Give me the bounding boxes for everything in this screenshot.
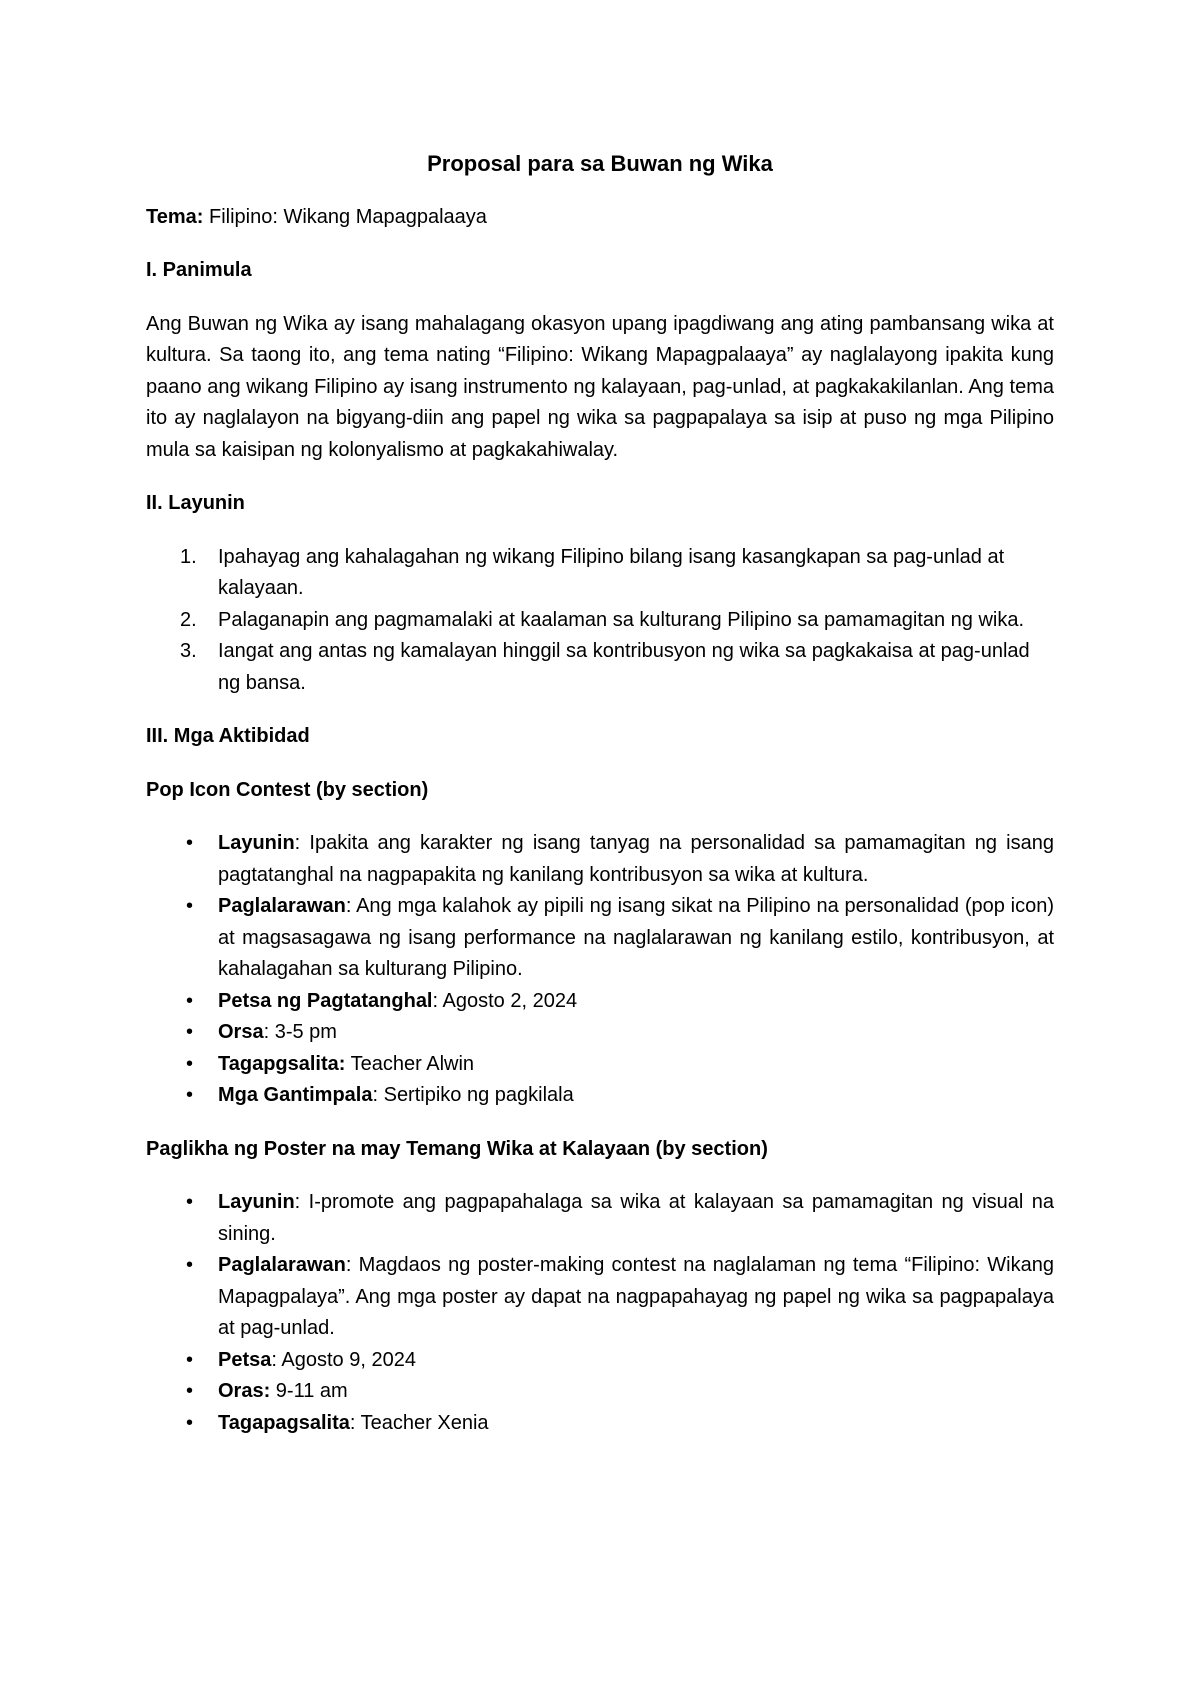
detail-value: : 3-5 pm	[263, 1021, 337, 1043]
detail-label: Tagapagsalita	[218, 1411, 350, 1434]
list-item	[146, 891, 1054, 986]
list-item	[146, 1187, 1054, 1250]
list-item-text: Palaganapin ang pagmamalaki at kaalaman sa kulturang Pilipino sa pamamagitan ng wika.	[218, 608, 1025, 631]
tema-line	[146, 202, 1054, 234]
list-item	[146, 1408, 1054, 1440]
list-item	[146, 1017, 1054, 1049]
aktibidad-heading: III. Mga Aktibidad	[146, 725, 310, 747]
detail-value: : Magdaos ng poster-making contest na naglalaman ng tema “Filipino: Wikang Mapagpalaya”. Ang mga poster ay dapat na nagpapahayag ng papel ng wika sa pagpapalaya at pag-unlad.	[218, 1254, 1054, 1339]
tema-label: Tema:	[146, 205, 204, 228]
detail-label: Petsa	[218, 1348, 272, 1371]
list-number: 1.	[180, 545, 197, 568]
list-item-text: Iangat ang antas ng kamalayan hinggil sa kontribusyon ng wika sa pagkakaisa at pag-unlad ng bansa.	[218, 640, 1030, 694]
detail-label: Orsa	[218, 1021, 264, 1043]
list-number: 2.	[180, 608, 197, 631]
list-item	[146, 636, 1054, 699]
bullet-icon: •	[186, 1380, 194, 1402]
detail-label: Layunin	[218, 832, 295, 854]
list-item-text: Ipahayag ang kahalagahan ng wikang Filipino bilang isang kasangkapan sa pag-unlad at kalayaan.	[218, 545, 1005, 599]
list-item	[146, 605, 1054, 637]
detail-value: : Agosto 9, 2024	[271, 1348, 416, 1371]
list-item	[146, 986, 1054, 1018]
detail-value: : Sertipiko ng pagkilala	[372, 1084, 574, 1106]
layunin-heading: II. Layunin	[146, 492, 245, 514]
panimula-text: Ang Buwan ng Wika ay isang mahalagang okasyon upang ipagdiwang ang ating pambansang wika at kultura. Sa taong ito, ang tema nating “Filipino: Wikang Mapagpalaaya” ay naglalayong ipakita kung paano ang wikang Filipino ay isang instrumento ng kalayaan, pag-unlad, at pagkakakilanlan. Ang tema ito ay naglalayon na bigyang-diin ang papel ng wika sa pagpapalaya sa isip at puso ng mga Pilipino mula sa kaisipan ng kolonyalismo at pagkakahiwalay.	[146, 312, 1054, 461]
bullet-icon: •	[186, 989, 194, 1012]
detail-value: 9-11 am	[270, 1380, 348, 1402]
list-item	[146, 1250, 1054, 1345]
detail-value: : Teacher Xenia	[349, 1411, 489, 1434]
list-item	[146, 1080, 1054, 1112]
detail-label: Paglalarawan	[218, 1254, 346, 1276]
bullet-icon: •	[186, 1052, 194, 1075]
panimula-heading: I. Panimula	[146, 259, 252, 281]
layunin-list	[146, 542, 1054, 700]
list-number: 3.	[180, 640, 197, 662]
detail-label: Petsa ng Pagtatanghal	[218, 989, 433, 1012]
list-item	[146, 1345, 1054, 1377]
bullet-icon: •	[186, 1411, 194, 1434]
tema-value: Filipino: Wikang Mapagpalaaya	[203, 205, 487, 228]
pop-icon-details	[146, 828, 1054, 1112]
detail-label: Oras:	[218, 1380, 271, 1402]
detail-value: Teacher Alwin	[345, 1052, 475, 1075]
list-item	[146, 1049, 1054, 1081]
bullet-icon: •	[186, 895, 194, 917]
detail-label: Layunin	[218, 1191, 295, 1213]
list-item	[146, 828, 1054, 891]
document-title: Proposal para sa Buwan ng Wika	[427, 151, 773, 176]
bullet-icon: •	[186, 832, 194, 854]
bullet-icon: •	[186, 1021, 194, 1043]
detail-label: Mga Gantimpala	[218, 1084, 373, 1106]
document-content	[146, 148, 1054, 1461]
detail-value: : I-promote ang pagpapahalaga sa wika at kalayaan sa pamamagitan ng visual na sining.	[218, 1191, 1054, 1245]
detail-value: : Ipakita ang karakter ng isang tanyag na personalidad sa pamamagitan ng isang pagtatanghal na nagpapakita ng kanilang kontribusyon sa wika at kultura.	[218, 832, 1054, 886]
bullet-icon: •	[186, 1348, 194, 1371]
list-item	[146, 542, 1054, 605]
detail-value: : Ang mga kalahok ay pipili ng isang sikat na Pilipino na personalidad (pop icon) at magsasagawa ng isang performance na naglalarawan ng kanilang estilo, kontribusyon, at kahalagahan sa kulturang Pilipino.	[218, 895, 1054, 980]
detail-label: Paglalarawan	[218, 895, 346, 917]
pop-icon-heading: Pop Icon Contest (by section)	[146, 778, 429, 801]
bullet-icon: •	[186, 1191, 194, 1213]
detail-value: : Agosto 2, 2024	[432, 989, 578, 1012]
bullet-icon: •	[186, 1254, 194, 1276]
list-item	[146, 1376, 1054, 1408]
poster-heading: Paglikha ng Poster na may Temang Wika at Kalayaan (by section)	[146, 1137, 768, 1160]
poster-details	[146, 1187, 1054, 1439]
detail-label: Tagapgsalita:	[218, 1052, 346, 1075]
bullet-icon: •	[186, 1084, 194, 1106]
